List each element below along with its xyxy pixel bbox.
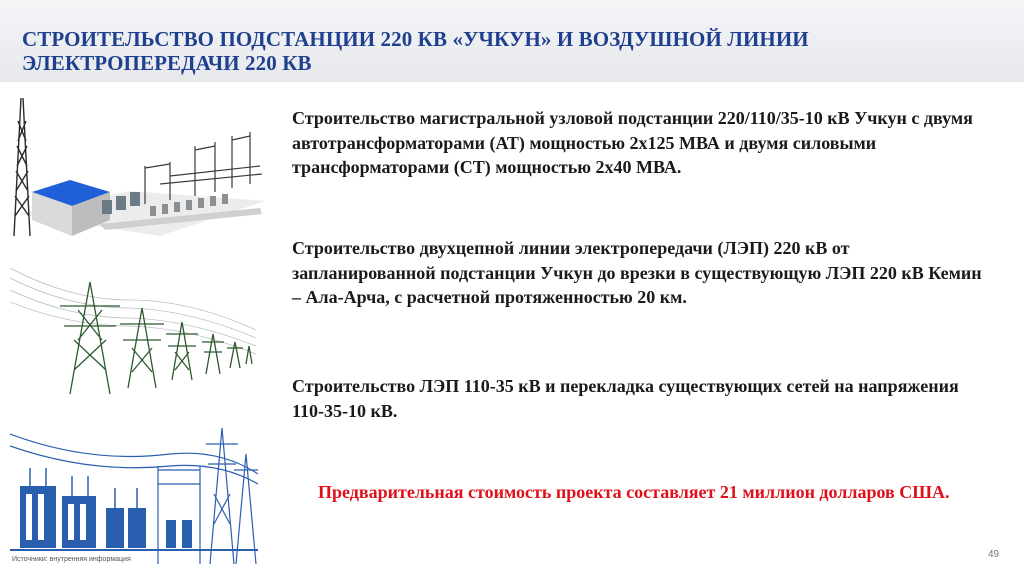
paragraph-network: Строительство ЛЭП 110-35 кВ и перекладка существующих сетей на напряжения 110-35-10 кВ. <box>292 376 959 421</box>
source-note: Источники: внутренняя информация <box>12 556 131 563</box>
page-number: 49 <box>988 549 1000 560</box>
page-title: СТРОИТЕЛЬСТВО ПОДСТАНЦИИ 220 КВ «УЧКУН» И ВОЗДУШНОЙ ЛИНИИ ЭЛЕКТРОПЕРЕДАЧИ 220 КВ <box>22 27 809 75</box>
cost-note: Предварительная стоимость проекта составляет 21 миллион долларов США. <box>318 482 950 502</box>
substation-image <box>10 96 272 246</box>
power-lines-image <box>10 260 256 398</box>
schematic-image <box>10 424 258 564</box>
paragraph-power-line: Строительство двухцепной линии электропередачи (ЛЭП) 220 кВ от запланированной подстанции Учкун до врезки в существующую ЛЭП 220 кВ Кемин – Ала-Арча, с расчетной протяженностью 20 км. <box>292 238 982 307</box>
paragraph-substation: Строительство магистральной узловой подстанции 220/110/35-10 кВ Учкун с двумя автотрансформаторами (АТ) мощностью 2х125 МВА и двумя силовыми трансформаторами (СТ) мощностью 2х40 МВА. <box>292 108 973 177</box>
